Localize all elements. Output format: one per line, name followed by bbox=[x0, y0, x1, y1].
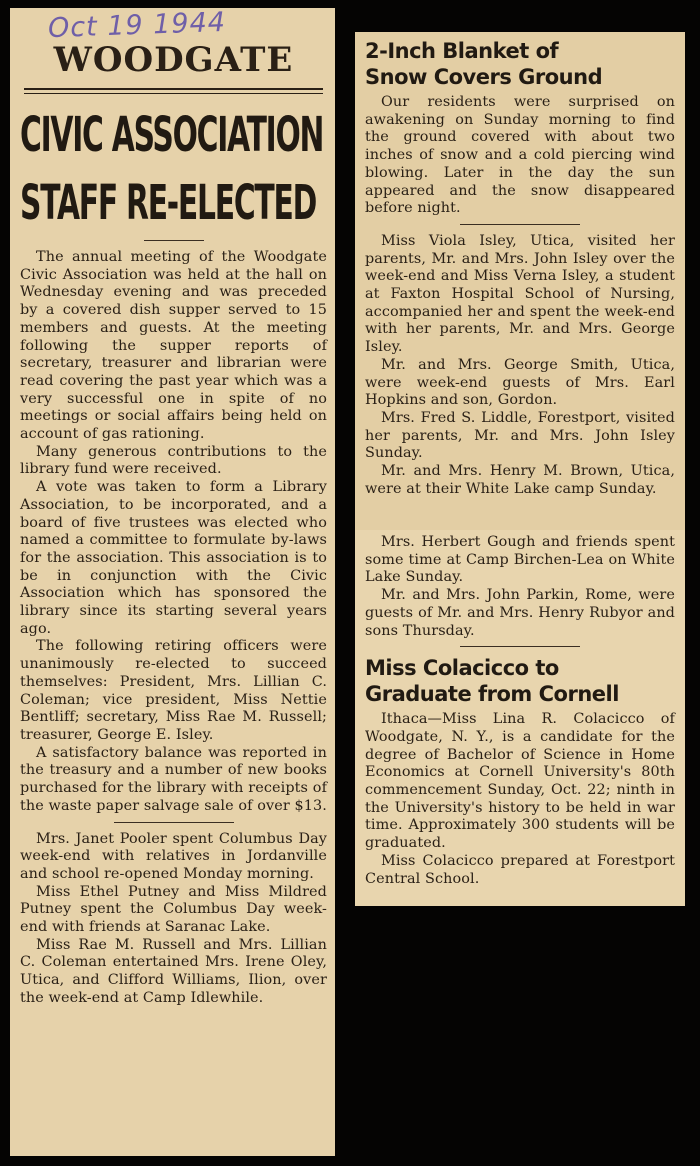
section-divider bbox=[460, 224, 580, 225]
handwritten-date: Oct 19 1944 bbox=[47, 6, 227, 45]
article-paragraph: Many generous contributions to the library fund were received. bbox=[20, 443, 327, 478]
section-divider bbox=[114, 822, 234, 823]
article-paragraph: A vote was taken to form a Library Association, to be incorporated, and a board of five trustees was elected who named a committee to formulate by-laws for the association. This association is to be in conjunction with the Civic Association which has sponsored the library since its starting several years ago. bbox=[20, 479, 327, 637]
article-paragraph: Ithaca—Miss Lina R. Colacicco of Woodgate, N. Y., is a candidate for the degree of Bachelor of Science in Home Economics at Cornell University's 80th commencement Sunday, Oct. 22; ninth in the University's history to be held in war time. Approximately 300 students will be graduated. bbox=[365, 711, 675, 852]
news-item: Mrs. Herbert Gough and friends spent some time at Camp Birchen-Lea on White Lake Sunday. bbox=[365, 534, 675, 586]
left-clipping bbox=[10, 8, 335, 1156]
dateline-rule bbox=[24, 88, 323, 94]
news-item: Mrs. Janet Pooler spent Columbus Day week-end with relatives in Jordanville and school re-opened Monday morning. bbox=[20, 830, 327, 882]
right-bottom-clipping bbox=[355, 530, 685, 906]
headline-divider bbox=[144, 240, 204, 241]
article-paragraph: The following retiring officers were unanimously re-elected to succeed themselves: President, Mrs. Lillian C. Coleman; vice president, Miss Nettie Bentliff; secretary, Miss Rae M. Russell; treasurer, George E. Isley. bbox=[20, 638, 327, 743]
cornell-headline bbox=[365, 655, 675, 707]
cornell-headline-line-2: Graduate from Cornell bbox=[365, 682, 619, 707]
article-paragraph: The annual meeting of the Woodgate Civic Association was held at the hall on Wednesday evening and was preceded by a covered dish supper served to 15 members and guests. At the meeting following the supper reports of secretary, treasurer and librarian were read covering the past year which was a very successful one in spite of no meetings or social affairs being held on account of gas rationing. bbox=[20, 249, 327, 443]
headline-line-1: CIVIC ASSOCIATION bbox=[20, 107, 324, 163]
news-item: Mr. and Mrs. Henry M. Brown, Utica, were at their White Lake camp Sunday. bbox=[365, 463, 675, 497]
article-paragraph: Miss Colacicco prepared at Forestport Central School. bbox=[365, 852, 675, 887]
snow-headline-line-2: Snow Covers Ground bbox=[365, 65, 603, 89]
article-paragraph: A satisfactory balance was reported in the treasury and a number of new books purchased for the library with receipts of the waste paper salvage sale of over $13. bbox=[20, 744, 327, 814]
news-item: Miss Rae M. Russell and Mrs. Lillian C. Coleman entertained Mrs. Irene Oley, Utica, and Clifford Williams, Ilion, over the week-end at Camp Idlewhile. bbox=[20, 936, 327, 1006]
right-top-clipping bbox=[355, 32, 685, 530]
section-divider bbox=[460, 646, 580, 647]
headline-line-2: STAFF RE-ELECTED bbox=[20, 175, 317, 231]
news-item: Mr. and Mrs. John Parkin, Rome, were guests of Mr. and Mrs. Henry Rubyor and sons Thursday. bbox=[365, 587, 675, 639]
dateline: WOODGATE bbox=[53, 40, 294, 80]
news-item: Mrs. Fred S. Liddle, Forestport, visited her parents, Mr. and Mrs. John Isley Sunday. bbox=[365, 409, 675, 462]
cornell-headline-line-1: Miss Colacicco to bbox=[365, 656, 559, 681]
news-item: Miss Viola Isley, Utica, visited her parents, Mr. and Mrs. John Isley over the week-end and Miss Verna Isley, a student at Faxton Hospital School of Nursing, accompanied her and spent the week-end with her parents, Mr. and Mrs. George Isley. bbox=[365, 232, 675, 356]
article-paragraph: Our residents were surprised on awakening on Sunday morning to find the ground covered with about two inches of snow and a cold piercing wind blowing. Later in the day the sun appeared and the snow disappeared before night. bbox=[365, 94, 675, 217]
news-item: Mr. and Mrs. George Smith, Utica, were week-end guests of Mrs. Earl Hopkins and son, Gordon. bbox=[365, 356, 675, 409]
snow-headline-line-1: 2-Inch Blanket of bbox=[365, 39, 559, 63]
news-item: Miss Ethel Putney and Miss Mildred Putney spent the Columbus Day week-end with friends at Saranac Lake. bbox=[20, 883, 327, 936]
snow-headline bbox=[365, 38, 675, 90]
